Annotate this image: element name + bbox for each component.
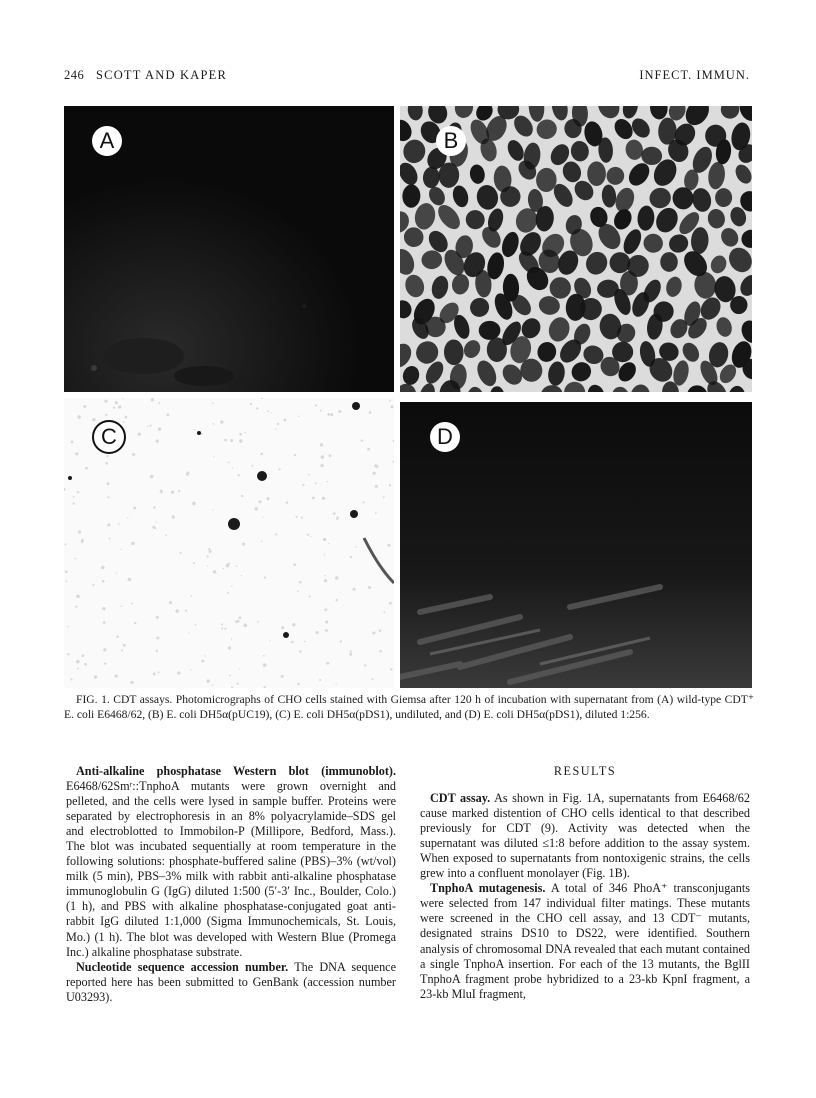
page-number: 246 xyxy=(64,68,85,82)
journal-name: INFECT. IMMUN. xyxy=(639,68,750,82)
right-column xyxy=(420,764,750,1002)
figure-panel-c xyxy=(64,398,394,688)
figure-panel-a xyxy=(64,106,394,392)
western-blot-paragraph xyxy=(66,764,396,960)
western-blot-body: E6468/62Smʳ::TnphoA mutants were grown overnight and pelleted, and the cells were lysed in sample buffer. Proteins were separated by electrophoresis in an 8% polyacrylamide–SDS gel and electroblotted to Immobilon-P (Millipore, Bedford, Mass.). The blot was incubated sequentially at room temperature in the following solutions: phosphate-buffered saline (PBS)–3% (wt/vol) milk (5 min), PBS–3% milk with rabbit anti-alkaline phosphatase immunoglobulin G (IgG) diluted 1:500 (5′-3′ Inc., Boulder, Colo.) (1 h), and PBS with alkaline phosphatase-conjugated goat anti-rabbit IgG diluted 1:1,000 (Sigma Immunochemicals, St. Louis, Mo.) (1 h). The blot was developed with Western Blue (Promega Inc.) alkaline phosphatase substrate. xyxy=(66,779,396,959)
figure-panel-b xyxy=(400,106,752,392)
running-authors: SCOTT AND KAPER xyxy=(96,68,227,82)
panel-label-b: B xyxy=(436,126,466,156)
section-title-results: RESULTS xyxy=(553,764,617,778)
panel-label-a: A xyxy=(92,126,122,156)
cdt-assay-body: As shown in Fig. 1A, supernatants from E6468/62 cause marked distention of CHO cells identical to that described previously for CDT (9). Activity was detected when the supernatant was diluted ≤1:8 before addition to the assay system. When exposed to supernatants from nontoxigenic strains, the cells grew into a confluent monolayer (Fig. 1B). xyxy=(420,791,750,881)
cdt-assay-paragraph xyxy=(420,791,750,881)
figure-caption: FIG. 1. CDT assays. Photomicrographs of CHO cells stained with Giemsa after 120 h of incubation with supernatant from (A) wild-type CDT⁺ E. coli E6468/62, (B) E. coli DH5α(pUC19), (C) E. coli DH5α(pDS1), undiluted, and (D) E. coli DH5α(pDS1), diluted 1:256. xyxy=(64,693,754,721)
figure-panel-d xyxy=(400,402,752,688)
mutagenesis-heading: TnphoA mutagenesis. xyxy=(430,881,546,896)
accession-body: The DNA sequence reported here has been submitted to GenBank (accession number U03293). xyxy=(66,959,396,1004)
left-column xyxy=(66,764,396,1005)
panel-label-c: C xyxy=(92,420,126,454)
cdt-assay-heading: CDT assay. xyxy=(430,791,491,806)
panel-label-d: D xyxy=(430,422,460,452)
accession-heading: Nucleotide sequence accession number. xyxy=(76,959,289,974)
accession-paragraph xyxy=(66,960,396,1005)
mutagenesis-paragraph xyxy=(420,881,750,1001)
mutagenesis-body: A total of 346 PhoA⁺ transconjugants were selected from 147 individual filter matings. These mutants were screened in the CHO cell assay, and 13 CDT⁻ mutants, designated strains DS10 to DS22, were identified. Southern analysis of chromosomal DNA revealed that each mutant contained a single TnphoA insertion. For each of the 13 mutants, the BglII TnphoA fragment probe hybridized to a 23-kb KpnI fragment, a 23-kb MluI fragment, xyxy=(420,881,750,1001)
western-blot-heading: Anti-alkaline phosphatase Western blot (immunoblot). xyxy=(76,764,396,778)
